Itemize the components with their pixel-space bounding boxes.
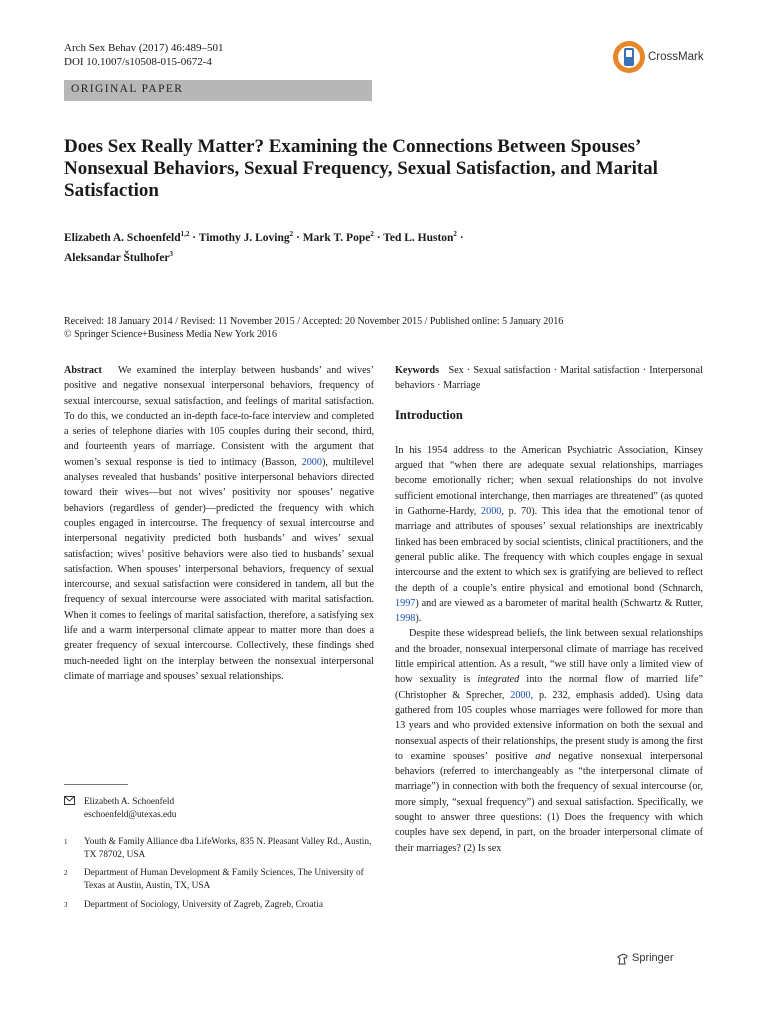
author-list: Elizabeth A. Schoenfeld$^{1,2}$ · Timothy J. Loving$^2$ · Mark T. Pope$^2$ · Ted L. Huston$^2$ · Aleksandar Štulhofer$^3$	[64, 230, 464, 264]
citation-link[interactable]: 1998	[395, 613, 416, 625]
author-name[interactable]: Mark T. Pope	[302, 231, 371, 244]
intro-text: ) and are viewed as a barometer of marital health (Schwartz & Rutter,	[415, 597, 703, 609]
crossmark-icon[interactable]	[612, 40, 646, 74]
affiliation-number: 1	[64, 838, 68, 846]
intro-paragraph-1	[395, 443, 703, 627]
springer-horse-icon	[616, 952, 630, 966]
intro-text: into the normal flow of married life” (Christopher & Sprecher,	[395, 674, 703, 701]
affiliation-number: 2	[64, 869, 68, 877]
author-name[interactable]: Ted L. Huston	[383, 231, 454, 244]
journal-header	[64, 41, 223, 69]
correspondence-email[interactable]: eschoenfeld@utexas.edu	[84, 810, 177, 820]
citation-link[interactable]: 1997	[395, 597, 416, 609]
abstract-text-continued: ), multilevel analyses revealed that husbands’ positive interpersonal behaviors directed toward their wives—but not wives’ positivity nor spouses’ negative behaviors (regardless of gender)—predicted the frequency with which couples engaged in intercourse. The frequency of sexual intercourse and interpersonal negativity predicted both husbands’ and wives’ sexual satisfaction; wives’ positive behaviors were also tied to husbands’ sexual satisfaction. When spouses’ interpersonal behaviors, frequency of sexual intercourse, and sexual satisfaction were considered in tandem, all but the frequency of sexual intercourse were associated with marital satisfaction. When it comes to feelings of marital satisfaction, therefore, a satisfying sex life and a warm interpersonal climate appear to matter more than does a greater frequency of sexual intercourse. Collectively, these findings shed much-needed light on the interplay between the nonsexual interpersonal climate of marriage and spouses’ sexual relationships.	[64, 456, 374, 682]
citation-link[interactable]: 2000	[481, 506, 502, 518]
intro-text: negative nonsexual interpersonal behaviors (referred to interchangeably as “the interpersonal climate of marriage”) in connection with both the frequency of sexual intercourse (or, more simply, “sexual frequency”) and sexual satisfaction. Specifically, we sought to answer three questions: (1) Does the frequency with which couples have sex depend, in part, on the broader interpersonal climate of their marriages? (2) Is sex	[395, 750, 703, 854]
abstract-label: Abstract	[64, 365, 102, 376]
affiliation-text: Department of Sociology, University of Zagreb, Zagreb, Croatia	[84, 900, 323, 910]
article-type: ORIGINAL PAPER	[71, 83, 184, 95]
footnote-divider	[64, 784, 128, 785]
emphasis-text: integrated	[477, 674, 520, 686]
keywords-text: Sex · Sexual satisfaction · Marital satisfaction · Interpersonal behaviors · Marriage	[395, 365, 703, 392]
citation-link[interactable]: 2000	[510, 689, 531, 701]
journal-citation: Arch Sex Behav (2017) 46:489–501	[64, 42, 224, 54]
introduction-heading: Introduction	[395, 407, 463, 422]
citation-link[interactable]: 2000	[301, 456, 322, 468]
keywords-label: Keywords	[395, 365, 440, 376]
affiliation-number: 3	[64, 901, 68, 909]
crossmark-label[interactable]: CrossMark	[648, 51, 704, 63]
affiliation-text: Youth & Family Alliance dba LifeWorks, 835 N. Pleasant Valley Rd., Austin, TX 78702, USA	[84, 837, 372, 860]
correspondence-note	[64, 796, 374, 822]
affiliation-text: Department of Human Development & Family Sciences, The University of Texas at Austin, Austin, TX, USA	[84, 868, 364, 891]
correspondence-name: Elizabeth A. Schoenfeld	[84, 797, 175, 807]
intro-text: , p. 232, emphasis added). Using data gathered from 105 couples whose marriages were followed for more than 13 years and who provided extensive information on both the sexual and nonsexual aspects of their relationships, the present study is among the first to examine spouses’ positive	[395, 689, 703, 762]
intro-text: In his 1954 address to the American Psychiatric Association, Kinsey argued that “when there are adequate sexual relationships, marriages become emotionally richer; when sexual relationships do not involve sufficient emotional interchange, then marriages are threatened” (as quoted in Gathorne-Hardy,	[395, 444, 703, 518]
keywords-section	[395, 363, 703, 394]
dates-line: Received: 18 January 2014 / Revised: 11 November 2015 / Accepted: 20 November 2015 / Published online: 5 January 2016	[64, 316, 564, 327]
copyright-line: © Springer Science+Business Media New York 2016	[64, 329, 277, 340]
article-title: Does Sex Really Matter? Examining the Connections Between Spouses’ Nonsexual Behaviors, Sexual Frequency, Sexual Satisfaction, and Marital Satisfaction	[64, 136, 658, 201]
affiliation-1	[64, 836, 374, 862]
abstract-text: We examined the interplay between husbands’ and wives’ positive and negative nonsexual interpersonal behaviors, frequency of sexual intercourse, sexual satisfaction, and feelings of marital satisfaction. To do this, we conducted an in-depth face-to-face interview and completed a series of telephone diaries with 105 couples during their second, third, and fourteenth years of marriage. Consistent with the argument that women’s sexual response is tied to intimacy (Basson,	[64, 365, 374, 468]
envelope-icon	[64, 796, 78, 810]
author-name[interactable]: Timothy J. Loving	[198, 231, 290, 244]
journal-doi: DOI 10.1007/s10508-015-0672-4	[64, 56, 212, 68]
intro-paragraph-2	[395, 626, 703, 855]
author-affiliation-ref: 2	[370, 230, 374, 238]
abstract-section	[64, 363, 374, 684]
author-name[interactable]: Aleksandar Štulhofer	[64, 251, 170, 264]
author-affiliation-ref: 2	[289, 230, 294, 238]
publication-history	[64, 315, 704, 341]
author-affiliation-ref: 3	[169, 249, 174, 258]
intro-text: , p. 70). This idea that the emotional tenor of marriage and attributes of spouses’ sexual relationships are inextricably linked has been embraced by social scientists, clinical practitioners, and the general public alike. The frequency with which couples engage in sexual intercourse and the extent to which sex is gratifying are believed to reflect the depth of a couple’s entire physical and emotional bond (Schnarch,	[395, 506, 703, 594]
intro-text: ).	[415, 613, 422, 625]
right-column	[395, 363, 703, 856]
intro-text: Despite these widespread beliefs, the link between sexual relationships and the broader, nonsexual interpersonal climate of marriage has received little empirical attention. As a result, “we still have only a limited view of how sexuality is	[395, 628, 703, 686]
affiliation-2	[64, 867, 374, 893]
publisher-name: Springer	[632, 952, 674, 964]
author-affiliation-ref: 2	[453, 230, 457, 238]
affiliation-3	[64, 899, 374, 912]
author-affiliation-ref: 1,2	[180, 230, 190, 238]
author-name[interactable]: Elizabeth A. Schoenfeld	[64, 231, 181, 244]
emphasis-text: and	[535, 750, 551, 762]
